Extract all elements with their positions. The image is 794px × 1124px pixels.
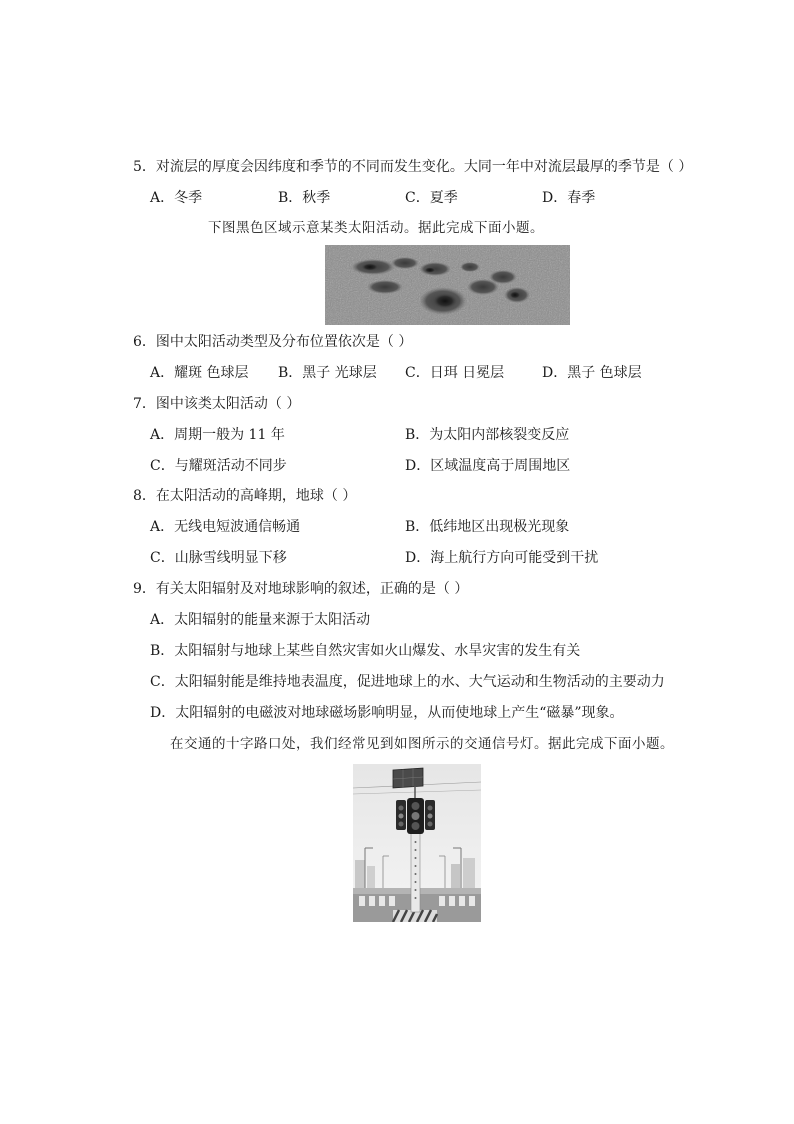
question-5-stem: 5．对流层的厚度会因纬度和季节的不同而发生变化。大同一年中对流层最厚的季节是（ ） [133,159,693,175]
intro-sun-activity: 下图黑色区域示意某类太阳活动。据此完成下面小题。 [208,220,544,236]
question-6-stem: 6．图中太阳活动类型及分布位置依次是（ ） [133,334,413,350]
question-5-option-a: A．冬季 [150,190,203,206]
question-5-option-c: C．夏季 [405,190,458,206]
sunspot-image [325,245,570,325]
question-5-option-b: B．秋季 [278,190,331,206]
question-8-stem: 8．在太阳活动的高峰期，地球（ ） [133,488,357,504]
question-6-option-b: B．黑子 光球层 [278,365,377,381]
question-7-option-c: C．与耀斑活动不同步 [150,458,287,474]
question-8-option-d: D．海上航行方向可能受到干扰 [405,550,599,566]
question-8-option-b: B．低纬地区出现极光现象 [405,519,570,535]
intro-traffic-light: 在交通的十字路口处，我们经常见到如图所示的交通信号灯。据此完成下面小题。 [170,736,674,752]
question-7-stem: 7．图中该类太阳活动（ ） [133,396,301,412]
question-9-option-b: B．太阳辐射与地球上某些自然灾害如火山爆发、水旱灾害的发生有关 [150,643,581,659]
question-9-option-a: A．太阳辐射的能量来源于太阳活动 [150,612,371,628]
question-6-option-a: A．耀斑 色球层 [150,365,249,381]
question-7-option-d: D．区域温度高于周围地区 [405,458,571,474]
question-6-option-d: D．黑子 色球层 [542,365,642,381]
question-9-option-d: D．太阳辐射的电磁波对地球磁场影响明显，从而使地球上产生“磁暴”现象。 [150,705,624,721]
question-9-option-c: C．太阳辐射能是维持地表温度，促进地球上的水、大气运动和生物活动的主要动力 [150,674,665,690]
question-7-option-b: B．为太阳内部核裂变反应 [405,427,570,443]
question-7-option-a: A．周期一般为 11 年 [150,427,285,443]
question-9-stem: 9．有关太阳辐射及对地球影响的叙述，正确的是（ ） [133,581,469,597]
question-5-option-d: D．春季 [542,190,596,206]
question-8-option-c: C．山脉雪线明显下移 [150,550,287,566]
traffic-light-image [353,764,481,922]
question-8-option-a: A．无线电短波通信畅通 [150,519,301,535]
question-6-option-c: C．日珥 日冕层 [405,365,505,381]
